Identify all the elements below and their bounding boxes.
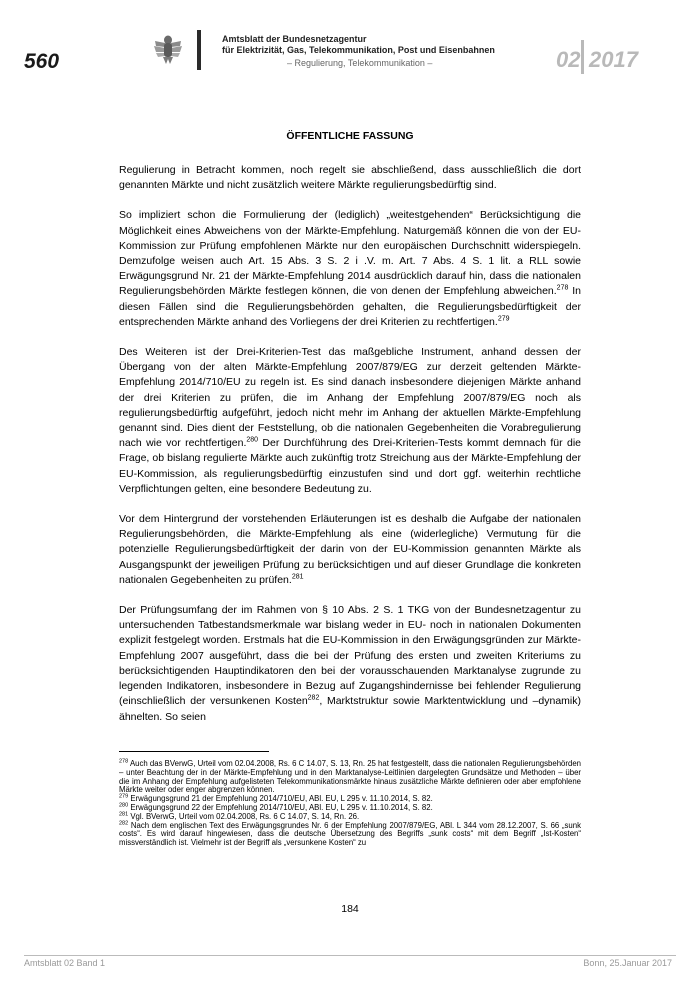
issue-divider xyxy=(581,40,584,74)
footnote-ref-282: 282 xyxy=(307,694,320,702)
footnote-278: $^{278}$ Auch das BVerwG, Urteil vom 02.04.2008, Rs. 6 C 14.07, S. 13, Rn. 25 hat festgestellt, dass die nationalen Regulierungsbehörden – unter Beachtung der in der Märkte-Empfehlung und in den Marktanalyse-Leitlinien dargelegten Grundsätze und Methoden – über die im Anhang der Empfehlung aufgelisteten Telekommunikationsmärkte hinaus zusätzliche Märkte definieren oder aber empfohlene Märkte weiter oder enger abgrenzen können. xyxy=(119,758,581,795)
paragraph-1: Regulierung in Betracht kommen, noch regelt sie abschließend, dass ausschließlich die dort genannten Märkte und nicht zusätzlich weitere Märkte regulierungsbedürftig sind. xyxy=(119,164,581,192)
header-divider xyxy=(197,30,201,70)
document-body xyxy=(119,163,581,740)
issue-year: 2017 xyxy=(589,47,638,72)
footnote-ref-280: 280 xyxy=(246,436,259,444)
footnote-separator xyxy=(119,751,269,752)
publisher-line-2: für Elektrizität, Gas, Telekommunikation, Post und Eisenbahnen xyxy=(222,45,495,55)
page-number: 560 xyxy=(24,50,60,73)
paragraph-3: Des Weiteren ist der Drei-Kriterien-Test das maßgebliche Instrument, anhand dessen der Übergang von der alten Märkte-Empfehlung 2007/879/EG zur derzeit geltenden Märkte-Empfehlung 2014/710/EU zu regeln ist. Es sind danach insbesondere diejenigen Märkte anhand der drei Kriterien zu prüfen, die im Anhang der Empfehlung 2007/879/EG noch als regulierungsbedürftig aufgeführt, jedoch nicht mehr im Anhang der aktuellen Märkte-Empfehlung genannt sind. Dies dient der Feststellung, ob die nationalen Gegebenheiten die Vorabregulierung nach wie vor rechtfertigen.$^{280}$ Der Durchführung des Drei-Kriterien-Tests kommt demnach für die Frage, ob bislang regulierte Märkte auch zukünftig trotz Streichung aus der Märkte-Empfehlung der EU-Kommission, als regulierungsbedürftig einzustufen sind und dort ggf. weiterhin rechtliche Verpflichtungen gelten, eine besondere Bedeutung zu. xyxy=(119,346,581,495)
document-page-number: 184 xyxy=(341,903,359,915)
federal-eagle-icon xyxy=(153,33,183,65)
footnotes xyxy=(119,760,581,848)
footnote-ref-281: 281 xyxy=(291,573,304,581)
footer-date: Bonn, 25.Januar 2017 xyxy=(583,958,672,968)
issue-number: 02 xyxy=(556,47,581,72)
document-title: ÖFFENTLICHE FASSUNG xyxy=(286,130,414,142)
footnote-281: $^{281}$ Vgl. BVerwG, Urteil vom 02.04.2008, Rs. 6 C 14.07, S. 14, Rn. 26. xyxy=(119,811,360,821)
paragraph-2: So impliziert schon die Formulierung der (lediglich) „weitestgehenden“ Berücksichtigung die Möglichkeit eines Abweichens von der Märkte-Empfehlung. Naturgemäß können die von der EU-Kommission zur Prüfung empfohlenen Märkte nur den europäischen Durchschnitt widerspiegeln. Demzufolge weisen auch Art. 15 Abs. 3 S. 2 i .V. m. Art. 7 Abs. 4 S. 1 lit. a RLL sowie Erwägungsgrund Nr. 21 der Märkte-Empfehlung 2014 ausdrücklich darauf hin, dass die nationalen Regulierungsbehörden Märkte festlegen können, die von denen der Empfehlung abweichen.$^{278}$ In diesen Fällen sind die Regulierungsbehörden gehalten, die Regulierungsbedürftigkeit der entsprechenden Märkte anhand des Vorliegens der drei Kriterien zu rechtfertigen.$^{279}$ xyxy=(119,209,581,328)
footnote-280: $^{280}$ Erwägungsgrund 22 der Empfehlung 2014/710/EU, ABl. EU, L 295 v. 11.10.2014, S. 82. xyxy=(119,802,433,812)
footnote-279: $^{279}$ Erwägungsgrund 21 der Empfehlung 2014/710/EU, ABl. EU, L 295 v. 11.10.2014, S. 82. xyxy=(119,793,433,804)
footer-volume: Amtsblatt 02 Band 1 xyxy=(24,958,106,968)
paragraph-5: Der Prüfungsumfang der im Rahmen von § 10 Abs. 2 S. 1 TKG von der Bundesnetzagentur zu untersuchenden Tatbestandsmerkmale war bislang weder in EU- noch in nationalen Dokumenten explizit festgelegt worden. Erstmals hat die EU-Kommission in den Erwägungsgründen zur Märkte-Empfehlung 2007 ausgeführt, dass die bei der Prüfung des ersten und zweiten Kriteriums zu berücksichtigenden Hauptindikatoren den bei der vorausschauenden Marktanalyse zugrunde zu legenden Indikatoren, insbesondere in Bezug auf Zugangshindernisse bei fehlender Regulierung (einschließlich der versunkenen Kosten$^{282}$, Marktstruktur sowie Marktentwicklung und –dynamik) ähnelten. So seien xyxy=(119,604,581,723)
footnote-ref-278: 278 xyxy=(556,284,569,292)
footnote-282: $^{282}$ Nach dem englischen Text des Erwägungsgrundes Nr. 6 der Empfehlung 2007/879/EG, ABl. L 344 vom 28.12.2007, S. 66 „sunk costs“. Es wird darauf hingewiesen, dass die deutsche Übersetzung des Begriffs „sunk costs“ mit dem Begriff „Ist-Kosten“ missverständlich ist. Vielmehr ist der Begriff als „versunkene Kosten“ zu xyxy=(119,819,581,848)
footer-divider xyxy=(24,955,676,956)
footnote-ref-279: 279 xyxy=(497,315,510,323)
paragraph-4: Vor dem Hintergrund der vorstehenden Erläuterungen ist es deshalb die Aufgabe der nationalen Regulierungsbehörden, die Märkte-Empfehlung als eine (widerlegliche) Vermutung für die potenzielle Regulierungsbedürftigkeit der darin von der EU-Kommission genannten Märkte als Ausgangspunkt der jeweiligen Prüfung zu berücksichtigen und auf dieser Grundlage die konkreten nationalen Gegebenheiten zu prüfen.$^{281}$ xyxy=(119,513,581,586)
section-label: – Regulierung, Telekommunikation – xyxy=(287,58,433,68)
publisher-name xyxy=(222,34,495,56)
publisher-line-1: Amtsblatt der Bundesnetzagentur xyxy=(222,34,367,44)
